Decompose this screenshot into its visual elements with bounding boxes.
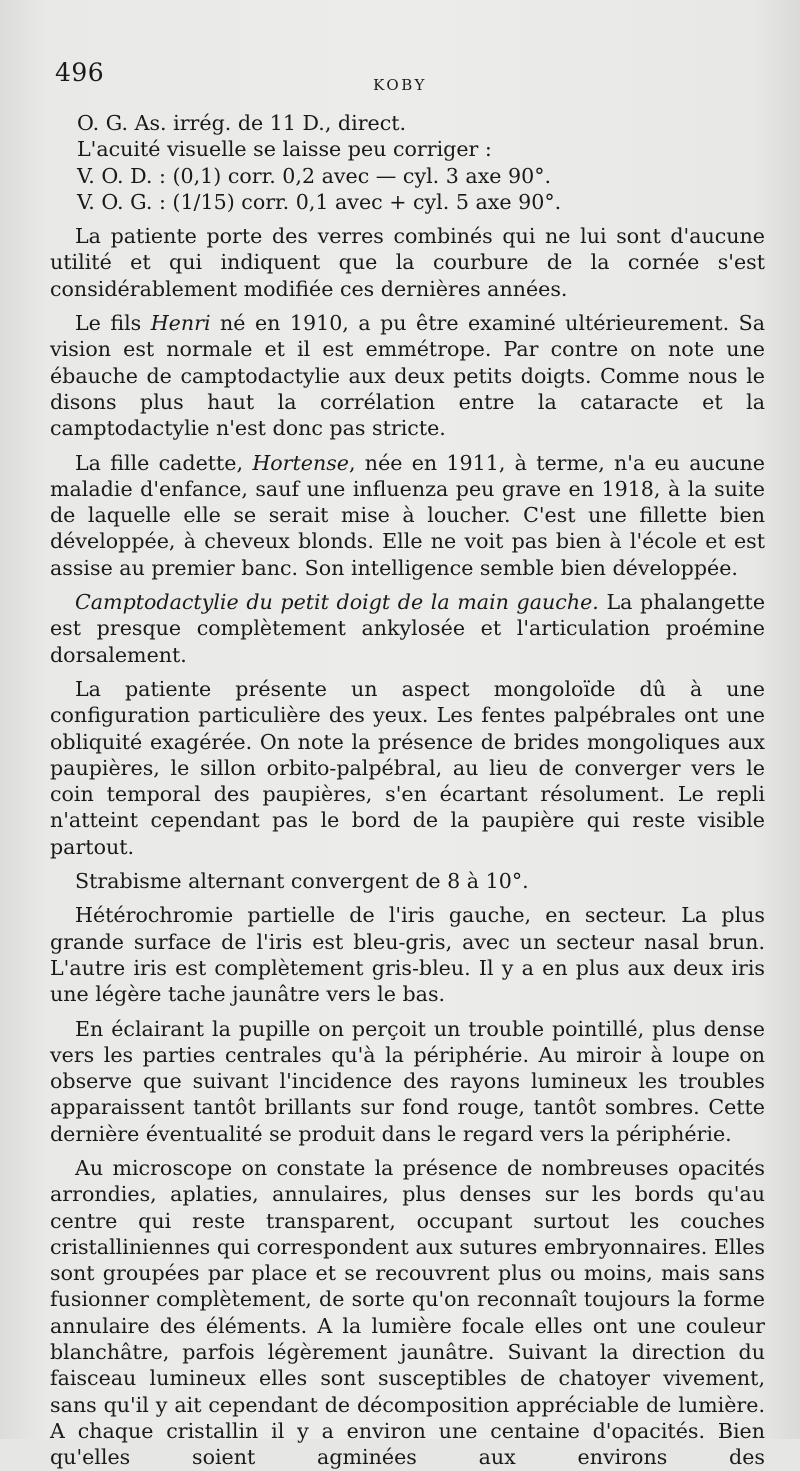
paragraph-son-henri (50, 310, 765, 441)
body-text (50, 110, 765, 1471)
subheading-camptodactylie: Camptodactylie du petit doigt de la main gauche. (75, 590, 599, 615)
paragraph-daughter-hortense (50, 450, 765, 581)
running-head: KOBY (373, 76, 427, 94)
name-hortense: Hortense (252, 450, 349, 475)
paragraph-camptodactylie (50, 589, 765, 668)
text-line: O. G. As. irrég. de 11 D., direct. (77, 111, 407, 135)
page-number: 496 (55, 58, 105, 87)
paragraph-mongoloid: La patiente présente un aspect mongoloïde dû à une configuration particulière des yeux. Les fentes palpébrales ont une obliquité exagérée. On note la présence de brides mongoliques aux paupières, le sillon orbito-palpébral, au lieu de converger vers le coin temporal des paupières, s'en écartant résolument. Le repli n'atteint cependant pas le bord de la paupière qui reste visible partout. (50, 676, 765, 859)
paragraph-strabisme: Strabisme alternant convergent de 8 à 10°. (75, 869, 529, 894)
paragraph-heterochromie: Hétérochromie partielle de l'iris gauche, en secteur. La plus grande surface de l'iris est bleu-gris, avec un secteur nasal brun. L'autre iris est complètement gris-bleu. Il y a en plus aux deux iris une légère tache jaunâtre vers le bas. (50, 903, 765, 1007)
text-line: V. O. D. : (0,1) corr. 0,2 avec — cyl. 3 axe 90°. (77, 163, 552, 188)
paragraph-fragment: La fille cadette, (75, 450, 253, 475)
paragraph-fragment: né en 1910, a pu être examiné ultérieurement. Sa vision est normale et il est emmétrope. Par contre on note une ébauche de camptodactylie aux deux petits doigts. Comme nous le disons plus haut la corrélation entre la cataracte et la camptodactylie n'est donc pas stricte. (50, 311, 765, 441)
paragraph-microscope: Au microscope on constate la présence de nombreuses opacités arrondies, aplaties, annulaires, plus denses sur les bords qu'au centre qui reste transparent, occupant surtout les couches cristalliniennes qui correspondent aux sutures embryonnaires. Elles sont groupées par place et se recouvrent plus ou moins, mais sans fusionner complètement, de sorte qu'on reconnaît toujours la forme annulaire des éléments. A la lumière focale elles ont une couleur blanchâtre, parfois légèrement jaunâtre. Suivant la direction du faisceau lumineux elles sont susceptibles de chatoyer vivement, sans qu'il y ait cependant de décomposition appréciable de lumière. A chaque cristallin il y a environ une centaine d'opacités. Bien qu'elles soient agminées aux environs des (50, 1155, 765, 1470)
paragraph-exam-results (50, 110, 765, 215)
paragraph-pupille: En éclairant la pupille on perçoit un trouble pointillé, plus dense vers les parties centrales qu'à la périphérie. Au miroir à loupe on observe que suivant l'incidence des rayons lumineux les troubles apparaissent tantôt brillants sur fond rouge, tantôt sombres. Cette dernière éventualité se produit dans le regard vers la périphérie. (50, 1016, 765, 1146)
text-line: L'acuité visuelle se laisse peu corriger : (77, 137, 492, 162)
paragraph-fragment: La phalangette est presque complètement ankylosée et l'articulation proémine dorsalement. (50, 590, 766, 667)
name-henri: Henri (150, 311, 211, 336)
paragraph-fragment: Le fils (75, 311, 151, 336)
paragraph-glasses: La patiente porte des verres combinés qui ne lui sont d'aucune utilité et qui indiquent que la courbure de la cornée s'est considérablement modifiée ces dernières années. (50, 224, 765, 301)
paragraph-fragment: , née en 1911, à terme, n'a eu aucune maladie d'enfance, sauf une influenza peu grave en 1918, à la suite de laquelle elle se serait mise à loucher. C'est une fillette bien développée, à cheveux blonds. Elle ne voit pas bien à l'école et est assise au premier banc. Son intelligence semble bien développée. (50, 450, 765, 580)
text-line: V. O. G. : (1/15) corr. 0,1 avec + cyl. 5 axe 90°. (77, 189, 562, 214)
